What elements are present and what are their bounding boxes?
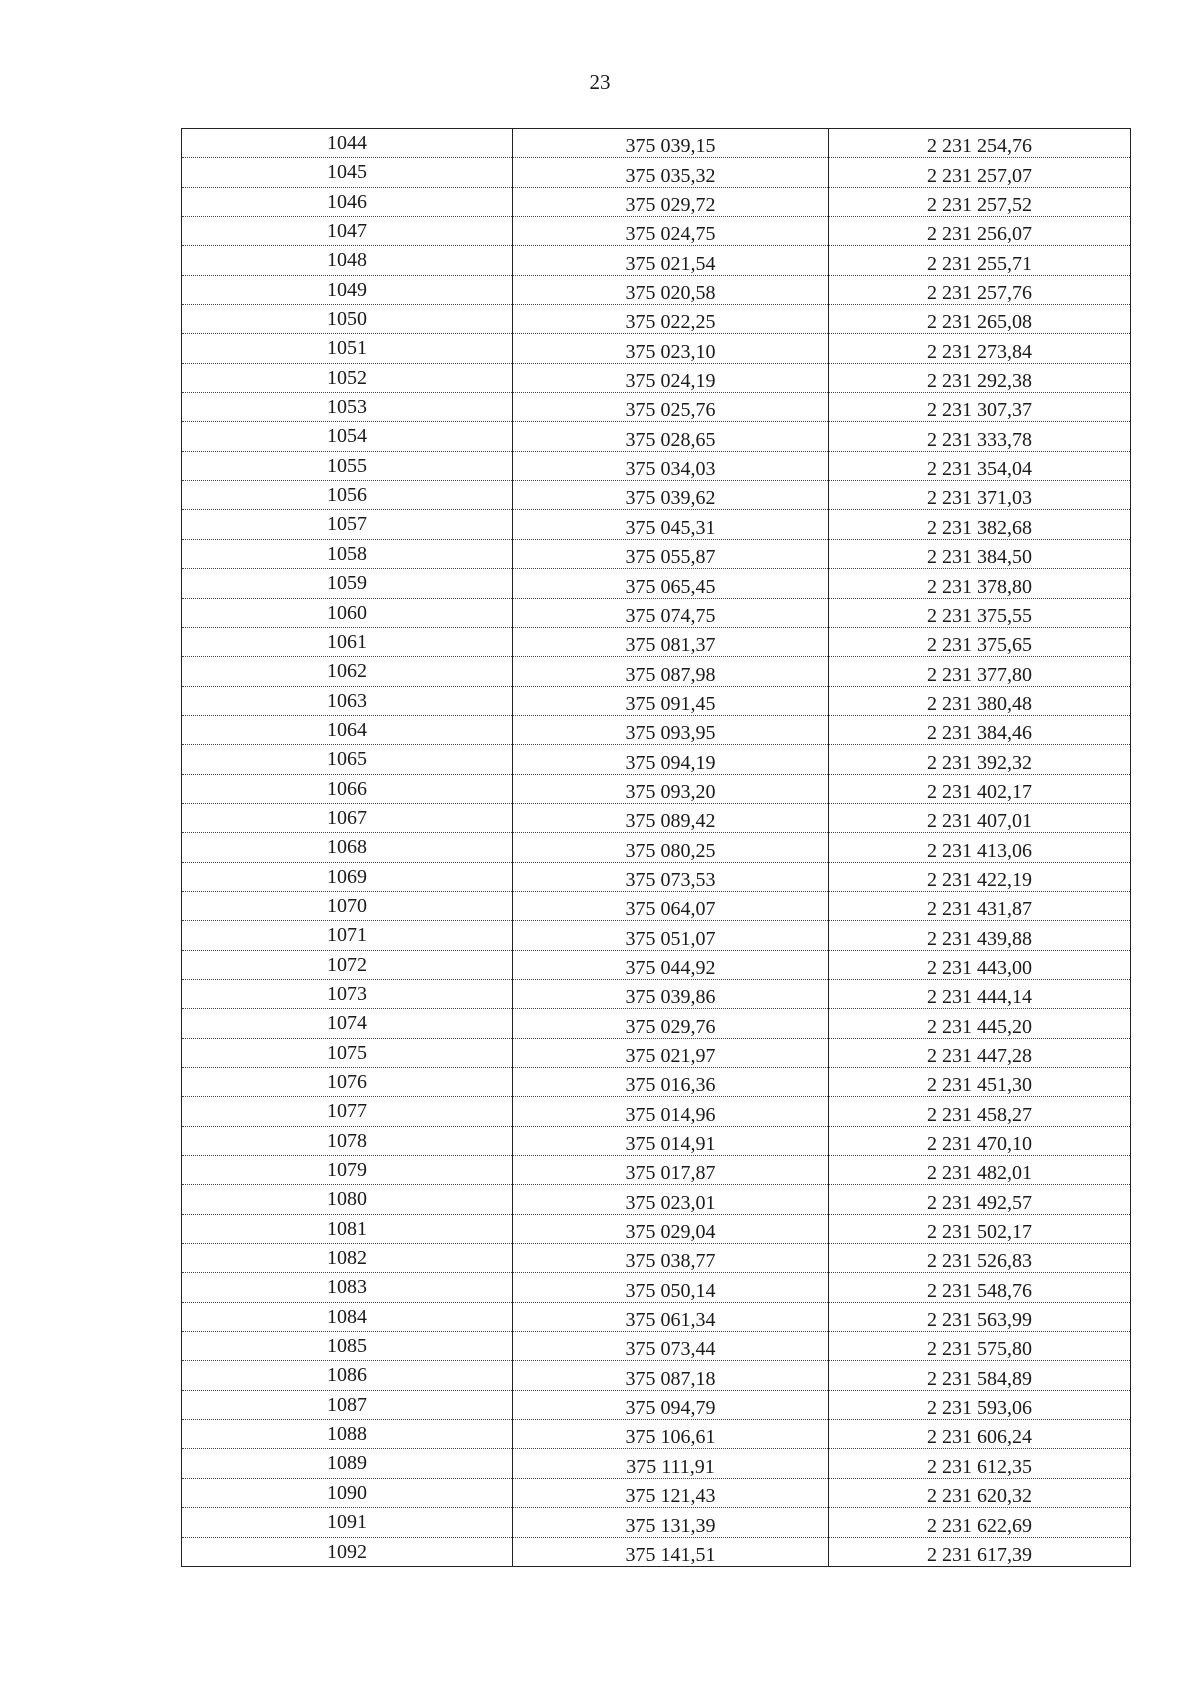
- coordinates-table: [181, 128, 1131, 1567]
- table-row: [182, 1214, 1131, 1243]
- table-row: [182, 510, 1131, 539]
- table-row: [182, 1508, 1131, 1537]
- table-row: [182, 774, 1131, 803]
- table-row: [182, 657, 1131, 686]
- point-number-cell: 1052: [182, 363, 513, 392]
- point-number-cell: 1082: [182, 1244, 513, 1273]
- x-coordinate-cell: 375 029,04: [513, 1214, 829, 1243]
- x-coordinate-cell: 375 094,79: [513, 1390, 829, 1419]
- y-coordinate-cell: 2 231 402,17: [829, 774, 1131, 803]
- point-number-cell: 1081: [182, 1214, 513, 1243]
- y-coordinate-cell: 2 231 606,24: [829, 1420, 1131, 1449]
- x-coordinate-cell: 375 034,03: [513, 451, 829, 480]
- table-row: [182, 1449, 1131, 1478]
- y-coordinate-cell: 2 231 256,07: [829, 217, 1131, 246]
- table-row: [182, 422, 1131, 451]
- point-number-cell: 1054: [182, 422, 513, 451]
- x-coordinate-cell: 375 073,44: [513, 1332, 829, 1361]
- y-coordinate-cell: 2 231 612,35: [829, 1449, 1131, 1478]
- point-number-cell: 1066: [182, 774, 513, 803]
- x-coordinate-cell: 375 022,25: [513, 305, 829, 334]
- table-row: [182, 246, 1131, 275]
- table-row: [182, 1185, 1131, 1214]
- y-coordinate-cell: 2 231 502,17: [829, 1214, 1131, 1243]
- point-number-cell: 1058: [182, 539, 513, 568]
- table-row: [182, 539, 1131, 568]
- table-row: [182, 1126, 1131, 1155]
- y-coordinate-cell: 2 231 593,06: [829, 1390, 1131, 1419]
- y-coordinate-cell: 2 231 584,89: [829, 1361, 1131, 1390]
- x-coordinate-cell: 375 028,65: [513, 422, 829, 451]
- x-coordinate-cell: 375 073,53: [513, 862, 829, 891]
- x-coordinate-cell: 375 074,75: [513, 598, 829, 627]
- point-number-cell: 1073: [182, 979, 513, 1008]
- y-coordinate-cell: 2 231 492,57: [829, 1185, 1131, 1214]
- x-coordinate-cell: 375 131,39: [513, 1508, 829, 1537]
- y-coordinate-cell: 2 231 254,76: [829, 129, 1131, 158]
- x-coordinate-cell: 375 065,45: [513, 569, 829, 598]
- x-coordinate-cell: 375 141,51: [513, 1537, 829, 1566]
- x-coordinate-cell: 375 050,14: [513, 1273, 829, 1302]
- y-coordinate-cell: 2 231 548,76: [829, 1273, 1131, 1302]
- point-number-cell: 1089: [182, 1449, 513, 1478]
- x-coordinate-cell: 375 061,34: [513, 1302, 829, 1331]
- y-coordinate-cell: 2 231 384,46: [829, 715, 1131, 744]
- table-row: [182, 217, 1131, 246]
- table-row: [182, 950, 1131, 979]
- table-row: [182, 1068, 1131, 1097]
- point-number-cell: 1065: [182, 745, 513, 774]
- point-number-cell: 1070: [182, 891, 513, 920]
- x-coordinate-cell: 375 039,86: [513, 979, 829, 1008]
- table-row: [182, 187, 1131, 216]
- table-row: [182, 1038, 1131, 1067]
- point-number-cell: 1056: [182, 481, 513, 510]
- y-coordinate-cell: 2 231 377,80: [829, 657, 1131, 686]
- point-number-cell: 1090: [182, 1478, 513, 1507]
- x-coordinate-cell: 375 044,92: [513, 950, 829, 979]
- table-row: [182, 745, 1131, 774]
- x-coordinate-cell: 375 039,62: [513, 481, 829, 510]
- point-number-cell: 1062: [182, 657, 513, 686]
- table-row: [182, 686, 1131, 715]
- table-row: [182, 803, 1131, 832]
- y-coordinate-cell: 2 231 380,48: [829, 686, 1131, 715]
- point-number-cell: 1074: [182, 1009, 513, 1038]
- y-coordinate-cell: 2 231 422,19: [829, 862, 1131, 891]
- x-coordinate-cell: 375 025,76: [513, 393, 829, 422]
- x-coordinate-cell: 375 087,18: [513, 1361, 829, 1390]
- x-coordinate-cell: 375 014,96: [513, 1097, 829, 1126]
- point-number-cell: 1092: [182, 1537, 513, 1566]
- y-coordinate-cell: 2 231 563,99: [829, 1302, 1131, 1331]
- table-row: [182, 305, 1131, 334]
- point-number-cell: 1064: [182, 715, 513, 744]
- table-row: [182, 1273, 1131, 1302]
- x-coordinate-cell: 375 014,91: [513, 1126, 829, 1155]
- y-coordinate-cell: 2 231 445,20: [829, 1009, 1131, 1038]
- y-coordinate-cell: 2 231 443,00: [829, 950, 1131, 979]
- y-coordinate-cell: 2 231 482,01: [829, 1156, 1131, 1185]
- x-coordinate-cell: 375 039,15: [513, 129, 829, 158]
- x-coordinate-cell: 375 064,07: [513, 891, 829, 920]
- y-coordinate-cell: 2 231 333,78: [829, 422, 1131, 451]
- x-coordinate-cell: 375 029,76: [513, 1009, 829, 1038]
- point-number-cell: 1071: [182, 921, 513, 950]
- y-coordinate-cell: 2 231 451,30: [829, 1068, 1131, 1097]
- point-number-cell: 1086: [182, 1361, 513, 1390]
- y-coordinate-cell: 2 231 378,80: [829, 569, 1131, 598]
- table-row: [182, 1097, 1131, 1126]
- x-coordinate-cell: 375 051,07: [513, 921, 829, 950]
- x-coordinate-cell: 375 106,61: [513, 1420, 829, 1449]
- point-number-cell: 1087: [182, 1390, 513, 1419]
- table-row: [182, 891, 1131, 920]
- y-coordinate-cell: 2 231 257,52: [829, 187, 1131, 216]
- point-number-cell: 1051: [182, 334, 513, 363]
- x-coordinate-cell: 375 016,36: [513, 1068, 829, 1097]
- table-row: [182, 1390, 1131, 1419]
- y-coordinate-cell: 2 231 292,38: [829, 363, 1131, 392]
- page-number: 23: [589, 70, 611, 94]
- point-number-cell: 1059: [182, 569, 513, 598]
- y-coordinate-cell: 2 231 407,01: [829, 803, 1131, 832]
- table-row: [182, 481, 1131, 510]
- x-coordinate-cell: 375 021,54: [513, 246, 829, 275]
- x-coordinate-cell: 375 087,98: [513, 657, 829, 686]
- y-coordinate-cell: 2 231 257,76: [829, 275, 1131, 304]
- point-number-cell: 1072: [182, 950, 513, 979]
- point-number-cell: 1067: [182, 803, 513, 832]
- table-row: [182, 158, 1131, 187]
- y-coordinate-cell: 2 231 575,80: [829, 1332, 1131, 1361]
- point-number-cell: 1060: [182, 598, 513, 627]
- table-row: [182, 1537, 1131, 1566]
- y-coordinate-cell: 2 231 439,88: [829, 921, 1131, 950]
- table-row: [182, 451, 1131, 480]
- point-number-cell: 1063: [182, 686, 513, 715]
- table-row: [182, 598, 1131, 627]
- point-number-cell: 1080: [182, 1185, 513, 1214]
- table-row: [182, 334, 1131, 363]
- point-number-cell: 1061: [182, 627, 513, 656]
- point-number-cell: 1079: [182, 1156, 513, 1185]
- table-row: [182, 569, 1131, 598]
- x-coordinate-cell: 375 080,25: [513, 833, 829, 862]
- y-coordinate-cell: 2 231 375,55: [829, 598, 1131, 627]
- table-row: [182, 1420, 1131, 1449]
- table-row: [182, 1478, 1131, 1507]
- x-coordinate-cell: 375 091,45: [513, 686, 829, 715]
- y-coordinate-cell: 2 231 255,71: [829, 246, 1131, 275]
- point-number-cell: 1055: [182, 451, 513, 480]
- x-coordinate-cell: 375 021,97: [513, 1038, 829, 1067]
- y-coordinate-cell: 2 231 620,32: [829, 1478, 1131, 1507]
- x-coordinate-cell: 375 024,19: [513, 363, 829, 392]
- point-number-cell: 1077: [182, 1097, 513, 1126]
- y-coordinate-cell: 2 231 392,32: [829, 745, 1131, 774]
- table-row: [182, 363, 1131, 392]
- table-row: [182, 1009, 1131, 1038]
- point-number-cell: 1049: [182, 275, 513, 304]
- table-row: [182, 1156, 1131, 1185]
- point-number-cell: 1091: [182, 1508, 513, 1537]
- point-number-cell: 1076: [182, 1068, 513, 1097]
- point-number-cell: 1083: [182, 1273, 513, 1302]
- y-coordinate-cell: 2 231 444,14: [829, 979, 1131, 1008]
- point-number-cell: 1078: [182, 1126, 513, 1155]
- coordinates-table-body: [182, 129, 1131, 1567]
- y-coordinate-cell: 2 231 265,08: [829, 305, 1131, 334]
- table-row: [182, 862, 1131, 891]
- y-coordinate-cell: 2 231 526,83: [829, 1244, 1131, 1273]
- table-row: [182, 979, 1131, 1008]
- table-row: [182, 1361, 1131, 1390]
- y-coordinate-cell: 2 231 273,84: [829, 334, 1131, 363]
- x-coordinate-cell: 375 017,87: [513, 1156, 829, 1185]
- point-number-cell: 1088: [182, 1420, 513, 1449]
- table-row: [182, 921, 1131, 950]
- point-number-cell: 1050: [182, 305, 513, 334]
- point-number-cell: 1068: [182, 833, 513, 862]
- table-row: [182, 275, 1131, 304]
- y-coordinate-cell: 2 231 470,10: [829, 1126, 1131, 1155]
- y-coordinate-cell: 2 231 354,04: [829, 451, 1131, 480]
- table-row: [182, 833, 1131, 862]
- y-coordinate-cell: 2 231 622,69: [829, 1508, 1131, 1537]
- table-row: [182, 1332, 1131, 1361]
- x-coordinate-cell: 375 045,31: [513, 510, 829, 539]
- x-coordinate-cell: 375 020,58: [513, 275, 829, 304]
- table-row: [182, 393, 1131, 422]
- y-coordinate-cell: 2 231 617,39: [829, 1537, 1131, 1566]
- point-number-cell: 1057: [182, 510, 513, 539]
- point-number-cell: 1069: [182, 862, 513, 891]
- point-number-cell: 1046: [182, 187, 513, 216]
- y-coordinate-cell: 2 231 413,06: [829, 833, 1131, 862]
- point-number-cell: 1048: [182, 246, 513, 275]
- point-number-cell: 1044: [182, 129, 513, 158]
- table-row: [182, 1244, 1131, 1273]
- x-coordinate-cell: 375 023,10: [513, 334, 829, 363]
- x-coordinate-cell: 375 093,20: [513, 774, 829, 803]
- x-coordinate-cell: 375 111,91: [513, 1449, 829, 1478]
- point-number-cell: 1045: [182, 158, 513, 187]
- point-number-cell: 1047: [182, 217, 513, 246]
- x-coordinate-cell: 375 024,75: [513, 217, 829, 246]
- x-coordinate-cell: 375 055,87: [513, 539, 829, 568]
- table-row: [182, 627, 1131, 656]
- x-coordinate-cell: 375 029,72: [513, 187, 829, 216]
- x-coordinate-cell: 375 121,43: [513, 1478, 829, 1507]
- y-coordinate-cell: 2 231 371,03: [829, 481, 1131, 510]
- x-coordinate-cell: 375 094,19: [513, 745, 829, 774]
- table-row: [182, 715, 1131, 744]
- x-coordinate-cell: 375 035,32: [513, 158, 829, 187]
- point-number-cell: 1085: [182, 1332, 513, 1361]
- y-coordinate-cell: 2 231 382,68: [829, 510, 1131, 539]
- y-coordinate-cell: 2 231 384,50: [829, 539, 1131, 568]
- x-coordinate-cell: 375 089,42: [513, 803, 829, 832]
- x-coordinate-cell: 375 023,01: [513, 1185, 829, 1214]
- point-number-cell: 1084: [182, 1302, 513, 1331]
- y-coordinate-cell: 2 231 307,37: [829, 393, 1131, 422]
- table-row: [182, 1302, 1131, 1331]
- y-coordinate-cell: 2 231 257,07: [829, 158, 1131, 187]
- point-number-cell: 1075: [182, 1038, 513, 1067]
- y-coordinate-cell: 2 231 375,65: [829, 627, 1131, 656]
- y-coordinate-cell: 2 231 431,87: [829, 891, 1131, 920]
- y-coordinate-cell: 2 231 447,28: [829, 1038, 1131, 1067]
- point-number-cell: 1053: [182, 393, 513, 422]
- x-coordinate-cell: 375 038,77: [513, 1244, 829, 1273]
- x-coordinate-cell: 375 081,37: [513, 627, 829, 656]
- table-row: [182, 129, 1131, 158]
- x-coordinate-cell: 375 093,95: [513, 715, 829, 744]
- y-coordinate-cell: 2 231 458,27: [829, 1097, 1131, 1126]
